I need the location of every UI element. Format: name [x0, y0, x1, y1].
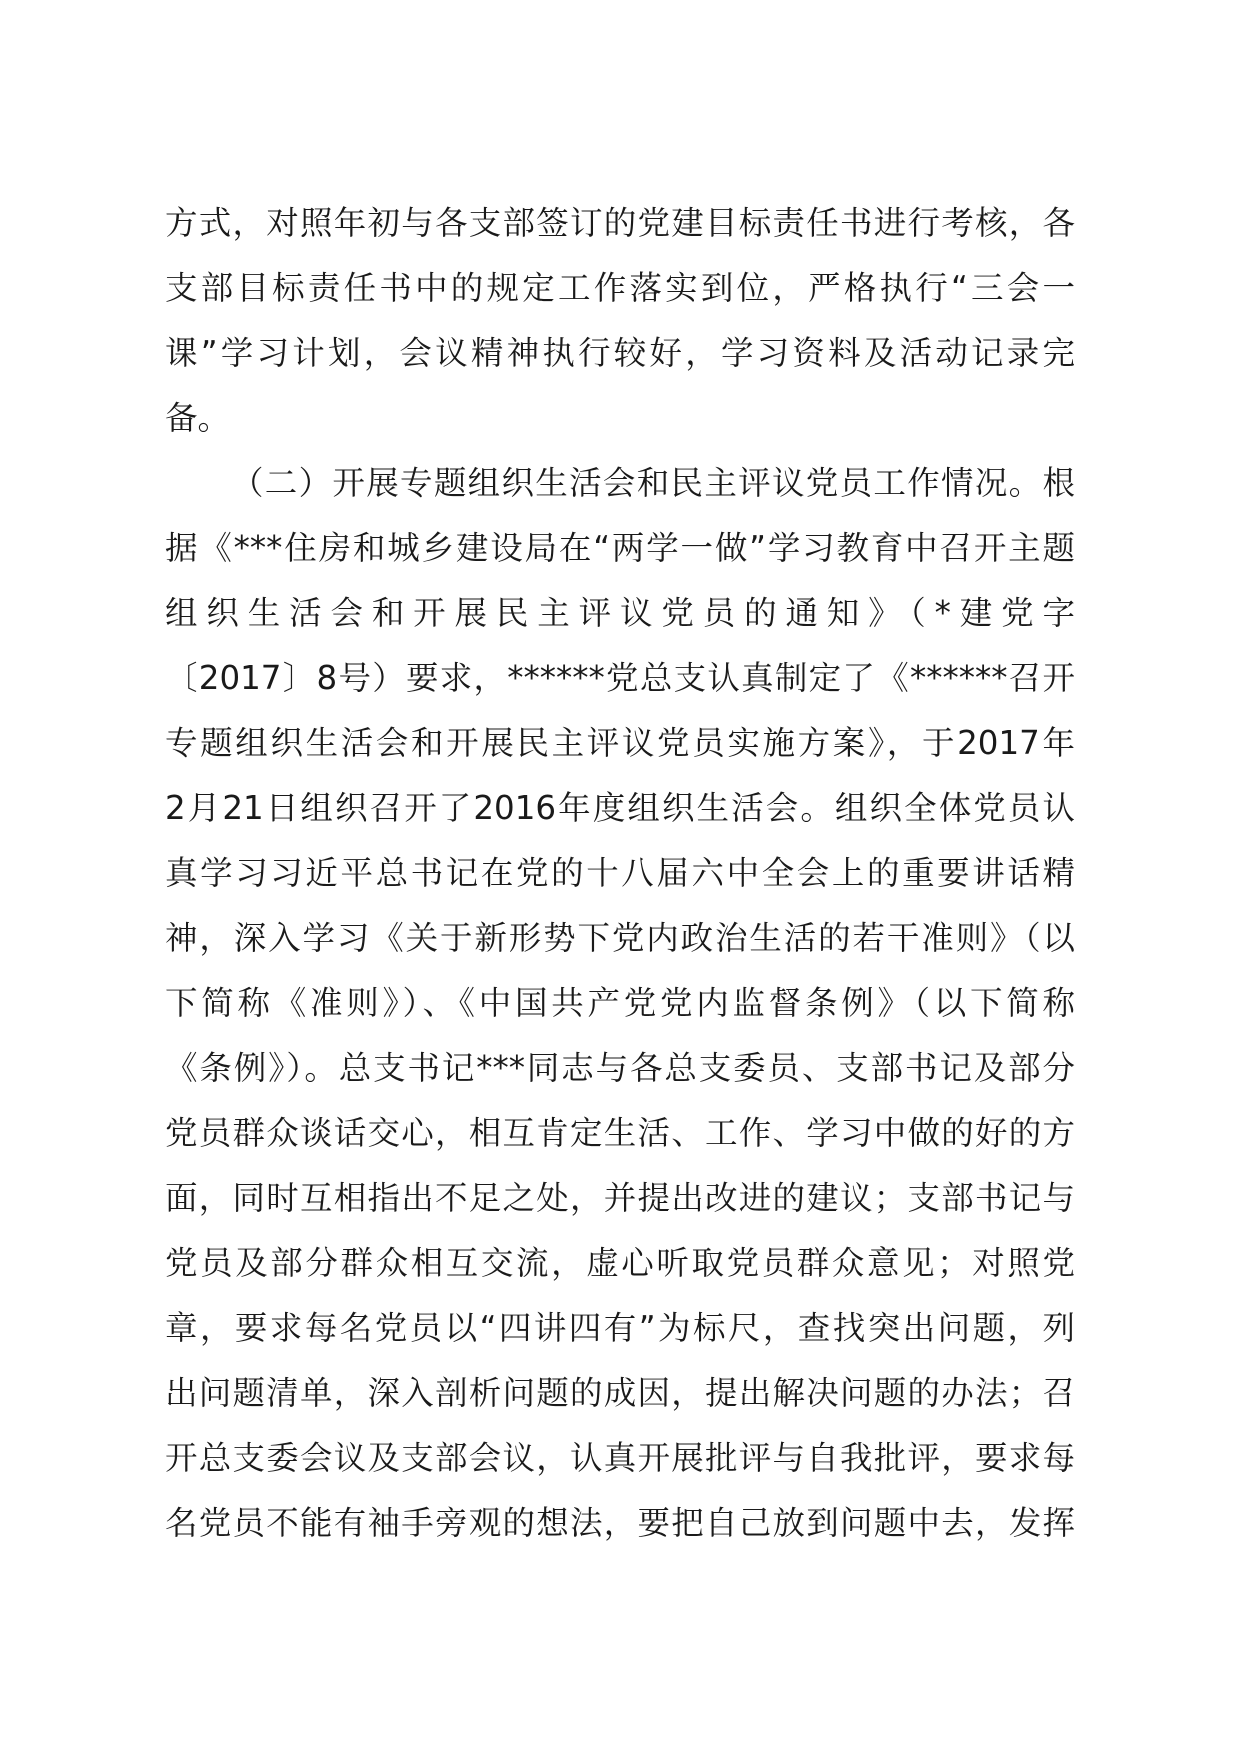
text-line: 出问题清单，深入剖析问题的成因，提出解决问题的办法；召 [165, 1374, 1075, 1412]
text-line: 面，同时互相指出不足之处，并提出改进的建议；支部书记与 [165, 1179, 1075, 1217]
body-text [165, 191, 1075, 1556]
text-line: 课”学习计划，会议精神执行较好，学习资料及活动记录完 [165, 334, 1075, 372]
text-line: 专题组织生活会和开展民主评议党员实施方案》，于2017年 [165, 724, 1075, 762]
text-line: 真学习习近平总书记在党的十八届六中全会上的重要讲话精 [165, 854, 1075, 892]
text-line: 名党员不能有袖手旁观的想法，要把自己放到问题中去，发挥 [165, 1504, 1075, 1542]
text-line: 神，深入学习《关于新形势下党内政治生活的若干准则》（以 [165, 919, 1075, 957]
text-line: 备。 [165, 399, 231, 437]
text-line: 党员群众谈话交心，相互肯定生活、工作、学习中做的好的方 [165, 1114, 1075, 1152]
text-line: 党员及部分群众相互交流，虚心听取党员群众意见；对照党 [165, 1244, 1075, 1282]
text-line: 章，要求每名党员以“四讲四有”为标尺，查找突出问题，列 [165, 1309, 1075, 1347]
text-line: 据《***住房和城乡建设局在“两学一做”学习教育中召开主题 [165, 529, 1075, 567]
text-line: 《条例》）。总支书记***同志与各总支委员、支部书记及部分 [165, 1049, 1075, 1087]
text-line: 〔2017〕8号）要求，******党总支认真制定了《******召开 [165, 659, 1075, 697]
section-heading-line: （二）开展专题组织生活会和民主评议党员工作情况。根 [231, 464, 1075, 502]
text-line: 支部目标责任书中的规定工作落实到位，严格执行“三会一 [165, 269, 1075, 307]
text-line: 组织生活会和开展民主评议党员的通知》（*建党字 [165, 594, 1075, 632]
text-line: 开总支委会议及支部会议，认真开展批评与自我批评，要求每 [165, 1439, 1075, 1477]
text-line: 方式，对照年初与各支部签订的党建目标责任书进行考核，各 [165, 204, 1075, 242]
text-line: 2月21日组织召开了2016年度组织生活会。组织全体党员认 [165, 789, 1075, 827]
text-line: 下简称《准则》）、《中国共产党党内监督条例》（以下简称 [165, 984, 1075, 1022]
